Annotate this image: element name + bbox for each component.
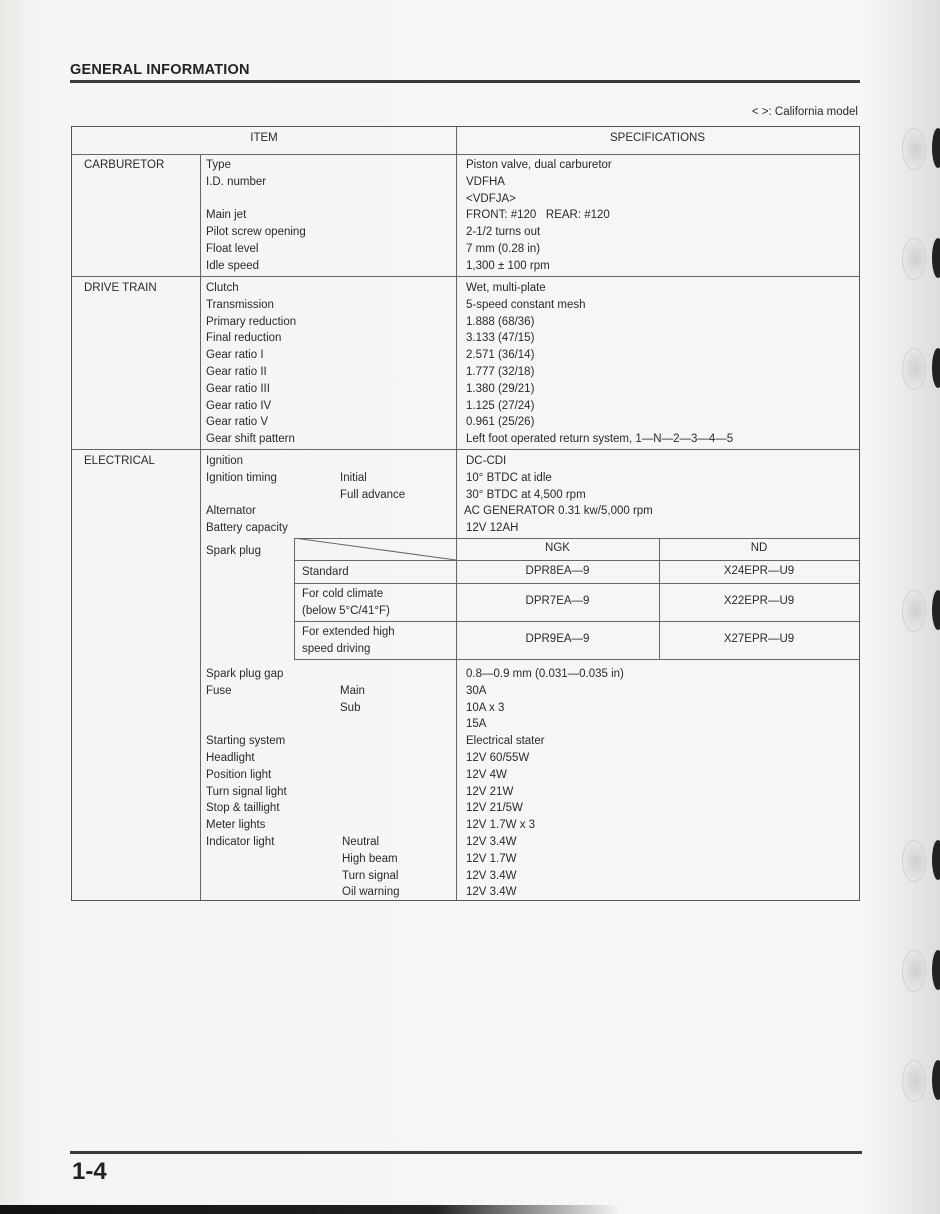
ngk-cold-climate: DPR7EA—9 — [525, 595, 590, 607]
specifications-table — [71, 126, 860, 901]
nd-standard: X24EPR—U9 — [723, 565, 795, 577]
item-label: Stop & taillight — [206, 802, 280, 815]
item-label: Gear ratio III — [206, 382, 270, 395]
subitem-label: High beam — [342, 852, 398, 865]
subitem-label — [340, 733, 400, 750]
spec-value: 1.777 (32/18) — [466, 365, 535, 378]
item-label: Type — [206, 159, 231, 171]
item-label: Gear ratio I — [206, 349, 264, 362]
electrical-specs-bottom — [466, 666, 624, 901]
binder-hole-icon — [902, 238, 926, 280]
item-label: Gear shift pattern — [206, 433, 295, 446]
subitem-label — [340, 767, 400, 784]
subitem-label — [340, 520, 405, 537]
spec-value: Wet, multi-plate — [466, 282, 546, 294]
spec-value: 5-speed constant mesh — [466, 298, 586, 311]
spec-value: 30A — [466, 684, 487, 697]
spec-value: 2-1/2 turns out — [466, 226, 541, 239]
item-label — [206, 868, 287, 885]
binder-hole-icon — [902, 840, 926, 882]
item-label: Position light — [206, 768, 272, 781]
spec-value: 12V 1.7W x 3 — [466, 819, 536, 832]
spec-value: Piston valve, dual carburetor — [466, 159, 612, 171]
spec-value: DC-CDI — [466, 455, 507, 467]
electrical-items-top — [206, 453, 288, 537]
binder-ring-icon — [932, 128, 940, 168]
condition-high-speed — [302, 624, 395, 658]
category-electrical: ELECTRICAL — [84, 455, 155, 467]
binder-ring-icon — [932, 238, 940, 278]
brand-nd-header: ND — [750, 542, 768, 554]
item-label — [206, 851, 287, 868]
column-header-item: ITEM — [250, 132, 278, 144]
subitem-label — [340, 503, 405, 520]
spec-value: 1.125 (27/24) — [466, 399, 535, 412]
california-model-note: < >: California model — [751, 106, 858, 118]
spec-value: Electrical stater — [466, 735, 545, 748]
footer-rule — [70, 1151, 862, 1154]
binder-hole-icon — [902, 590, 926, 632]
condition-line: (below 5°C/41°F) — [302, 604, 390, 617]
brand-ngk-header: NGK — [545, 542, 570, 554]
item-label: Float level — [206, 242, 259, 255]
item-label: Headlight — [206, 751, 255, 764]
subtable-row-divider — [294, 583, 859, 584]
spec-value: VDFHA — [466, 175, 505, 188]
item-label — [206, 884, 287, 901]
spec-value: 3.133 (47/15) — [466, 332, 535, 345]
item-label: Gear ratio II — [206, 365, 267, 378]
column-header-specifications: SPECIFICATIONS — [610, 132, 705, 144]
binder-hole-icon — [902, 348, 926, 390]
spec-value: 1.888 (68/36) — [466, 315, 535, 328]
spec-value: 0.961 (25/26) — [466, 416, 535, 429]
spec-value: 10° BTDC at idle — [466, 471, 552, 484]
spec-value: 12V 3.4W — [466, 869, 517, 882]
subitem-label — [340, 716, 400, 733]
item-label — [206, 700, 287, 717]
spec-value: 12V 12AH — [466, 522, 519, 535]
electrical-subitems-bottom — [340, 666, 400, 901]
spark-plug-subtable — [294, 538, 859, 659]
subitem-label — [340, 784, 400, 801]
spec-value: 12V 1.7W — [466, 852, 517, 865]
item-label: Clutch — [206, 282, 239, 294]
item-label: Gear ratio IV — [206, 399, 272, 412]
subtable-bottom — [294, 659, 456, 660]
spec-value: 10A x 3 — [466, 701, 505, 714]
header-divider — [72, 154, 859, 155]
group-divider — [72, 276, 859, 277]
binder-hole-icon — [902, 950, 926, 992]
subtable-bottom — [456, 659, 859, 660]
spec-value: 12V 3.4W — [466, 835, 517, 848]
item-label: Fuse — [206, 684, 232, 697]
item-label: Spark plug gap — [206, 668, 284, 680]
item-label: Gear ratio V — [206, 416, 268, 429]
header-rule — [70, 80, 860, 83]
condition-line: For extended high — [302, 626, 395, 638]
binder-ring-icon — [932, 590, 940, 630]
drive-train-items — [206, 280, 296, 448]
binder-ring-icon — [932, 950, 940, 990]
binder-hole-icon — [902, 128, 926, 170]
spec-value: <VDFJA> — [466, 192, 516, 205]
spec-value: 30° BTDC at 4,500 rpm — [466, 488, 586, 501]
item-label: Ignition — [206, 455, 244, 467]
subitem-label: Oil warning — [342, 886, 400, 899]
binder-hole-icon — [902, 1060, 926, 1102]
item-label: Main jet — [206, 209, 247, 222]
item-label: Final reduction — [206, 332, 282, 345]
category-carburetor: CARBURETOR — [84, 159, 165, 171]
spec-value: 15A — [466, 718, 487, 731]
item-label: Pilot screw opening — [206, 226, 306, 239]
item-label — [206, 487, 288, 504]
page-edge-shadow — [0, 1205, 620, 1214]
binder-holes — [880, 0, 940, 1214]
ngk-standard: DPR8EA—9 — [525, 565, 590, 577]
spec-value: 12V 4W — [466, 768, 507, 781]
item-label: Ignition timing — [206, 471, 277, 484]
subitem-label — [340, 453, 405, 470]
nd-high-speed: X27EPR—U9 — [723, 633, 795, 645]
spec-value: 12V 21W — [466, 785, 514, 798]
item-label: Indicator light — [206, 835, 275, 848]
subitem-label — [340, 750, 400, 767]
item-label — [206, 716, 287, 733]
spec-value: 12V 3.4W — [466, 886, 517, 899]
spec-value: 0.8—0.9 mm (0.031—0.035 in) — [466, 668, 624, 680]
subitem-label — [340, 666, 400, 683]
group-divider — [72, 449, 859, 450]
subitem-label: Neutral — [342, 835, 380, 848]
carburetor-items — [206, 157, 306, 275]
electrical-specs-top — [466, 453, 653, 537]
item-label: Meter lights — [206, 819, 266, 832]
spec-value: Left foot operated return system, 1—N—2—3—4—5 — [466, 433, 734, 446]
item-label: Alternator — [206, 505, 256, 518]
subtable-row-divider — [294, 621, 859, 622]
item-label: Battery capacity — [206, 522, 288, 535]
electrical-subitems-top — [340, 453, 405, 537]
spec-value: 1,300 ± 100 rpm — [466, 259, 550, 272]
binder-ring-icon — [932, 348, 940, 388]
item-label: Primary reduction — [206, 315, 297, 328]
spec-value: FRONT: #120 REAR: #120 — [466, 209, 610, 222]
subitem-label: Main — [340, 684, 365, 697]
spec-value: 1.380 (29/21) — [466, 382, 535, 395]
condition-standard: Standard — [302, 566, 349, 578]
binder-ring-icon — [932, 840, 940, 880]
spec-value: AC GENERATOR 0.31 kw/5,000 rpm — [464, 505, 653, 518]
carburetor-specs — [466, 157, 612, 275]
ngk-high-speed: DPR9EA—9 — [525, 633, 590, 645]
spec-value: 2.571 (36/14) — [466, 349, 535, 362]
binder-ring-icon — [932, 1060, 940, 1100]
item-label: Starting system — [206, 735, 286, 748]
item-spec-divider — [456, 127, 457, 900]
page-number: 1-4 — [72, 1158, 107, 1185]
category-drive-train: DRIVE TRAIN — [84, 282, 157, 294]
drive-train-specs — [466, 280, 733, 448]
subitem-label — [340, 817, 400, 834]
spec-value: 7 mm (0.28 in) — [466, 242, 541, 255]
subitem-label — [340, 800, 400, 817]
section-title: GENERAL INFORMATION — [70, 62, 250, 78]
nd-cold-climate: X22EPR—U9 — [723, 595, 795, 607]
item-label: Idle speed — [206, 259, 260, 272]
condition-cold-climate — [302, 586, 390, 620]
condition-line: For cold climate — [302, 588, 384, 600]
condition-line: speed driving — [302, 642, 371, 655]
diagonal-header-line — [294, 538, 457, 561]
item-label: Transmission — [206, 298, 274, 311]
category-divider — [200, 154, 201, 900]
subitem-label: Initial — [340, 471, 367, 484]
spark-plug-label: Spark plug — [206, 545, 261, 557]
item-label: Turn signal light — [206, 785, 287, 798]
subitem-label: Full advance — [340, 488, 406, 501]
subitem-label: Sub — [340, 701, 361, 714]
item-label: I.D. number — [206, 175, 267, 188]
item-label — [206, 191, 306, 208]
electrical-items-bottom — [206, 666, 287, 901]
spec-value: 12V 21/5W — [466, 802, 523, 815]
spec-value: 12V 60/55W — [466, 751, 530, 764]
subitem-label: Turn signal — [342, 869, 399, 882]
